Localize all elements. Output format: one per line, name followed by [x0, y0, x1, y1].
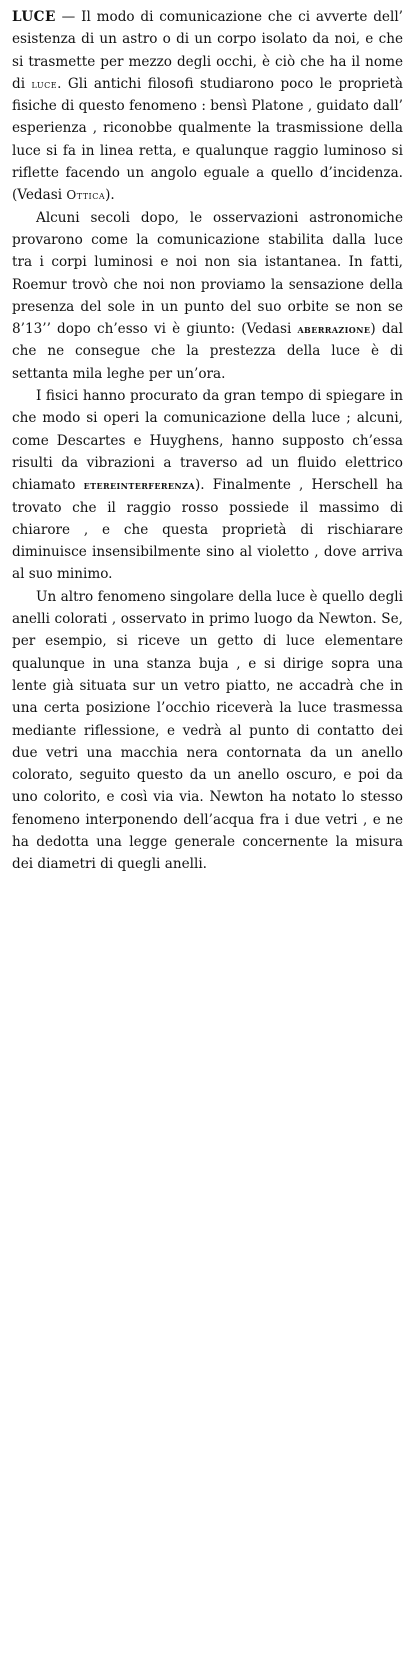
text-run: ).: [105, 187, 115, 204]
text-run: ). Finalmente , Herschell ha trovato che il raggio rosso possiede il massimo di chiarore , e che questa proprietà di rischiarare diminuisce insensibilmente sino al violetto , dove arriva al suo minimo.: [12, 477, 403, 583]
term-luce: luce: [31, 76, 58, 91]
text-run: . Gli antichi filosofi studiarono poco le proprietà fisiche di questo fenomeno : bensì Platone , guidato dall’ esperienza , riconobbe qualmente la trasmissione della luce si fa in linea retta, e qualunque raggio luminoso si riflette facendo un angolo eguale a quello d’incidenza. (Vedasi: [12, 75, 403, 204]
cross-reference-interferenza: interferenza: [116, 478, 195, 493]
paragraph-definition: [12, 6, 403, 207]
text-run: Alcuni secoli dopo, le osservazioni astronomiche provarono come la comunicazione stabilita dalla luce tra i corpi luminosi e noi non sia istantanea. In fatti, Roemur trovò che noi non proviamo la sensazione della presenza del sole in un punto del suo orbite se non se 8’13’’ dopo ch’esso vi è giunto: (Vedasi: [12, 209, 403, 338]
cross-reference-aberrazione: aberrazione: [297, 322, 371, 337]
text-run: I fisici hanno procurato da gran tempo di spiegare in che modo si operi la comunicazione della luce ; alcuni, come Descartes e Huyghens, hanno supposto ch’essa risulti da vibrazioni a traverso ad un fluido elettrico chiamato: [12, 388, 403, 494]
cross-reference-ottica: Ottica: [66, 188, 106, 203]
paragraph-colored-rings: Un altro fenomeno singolare della luce è quello degli anelli colorati , osservato in primo luogo da Newton. Se, per esempio, si riceve un getto di luce elementare qualunque in una stanza buja , e si dirige sopra una lente già situata sur un vetro piatto, ne accadrà che in una certa posizione l’occhio riceverà la luce trasmessa mediante riflessione, e vedrà al punto di contatto dei due vetri una macchia nera contornata da un anello colorato, seguito questo da un anello oscuro, e poi da uno colorito, e così via via. Newton ha notato lo stesso fenomeno interponendo dell’acqua fra i due vetri , e ne ha dedotta una legge generale concernente la misura dei diametri di quegli anelli.: [12, 588, 403, 873]
term-etere: etere: [83, 478, 117, 493]
text-run: — Il modo di comunicazione che ci avverte dell’ esistenza di un astro o di un corpo isolato da noi, e che si trasmette per mezzo degli occhi, è ciò che ha il nome di: [12, 9, 403, 92]
headword: LUCE: [12, 9, 56, 25]
text-run: ) dal che ne consegue che la prestezza della luce è di settanta mila leghe per un’ora.: [12, 321, 403, 382]
paragraph-theories: [12, 385, 403, 586]
paragraph-speed-of-light: [12, 207, 403, 385]
